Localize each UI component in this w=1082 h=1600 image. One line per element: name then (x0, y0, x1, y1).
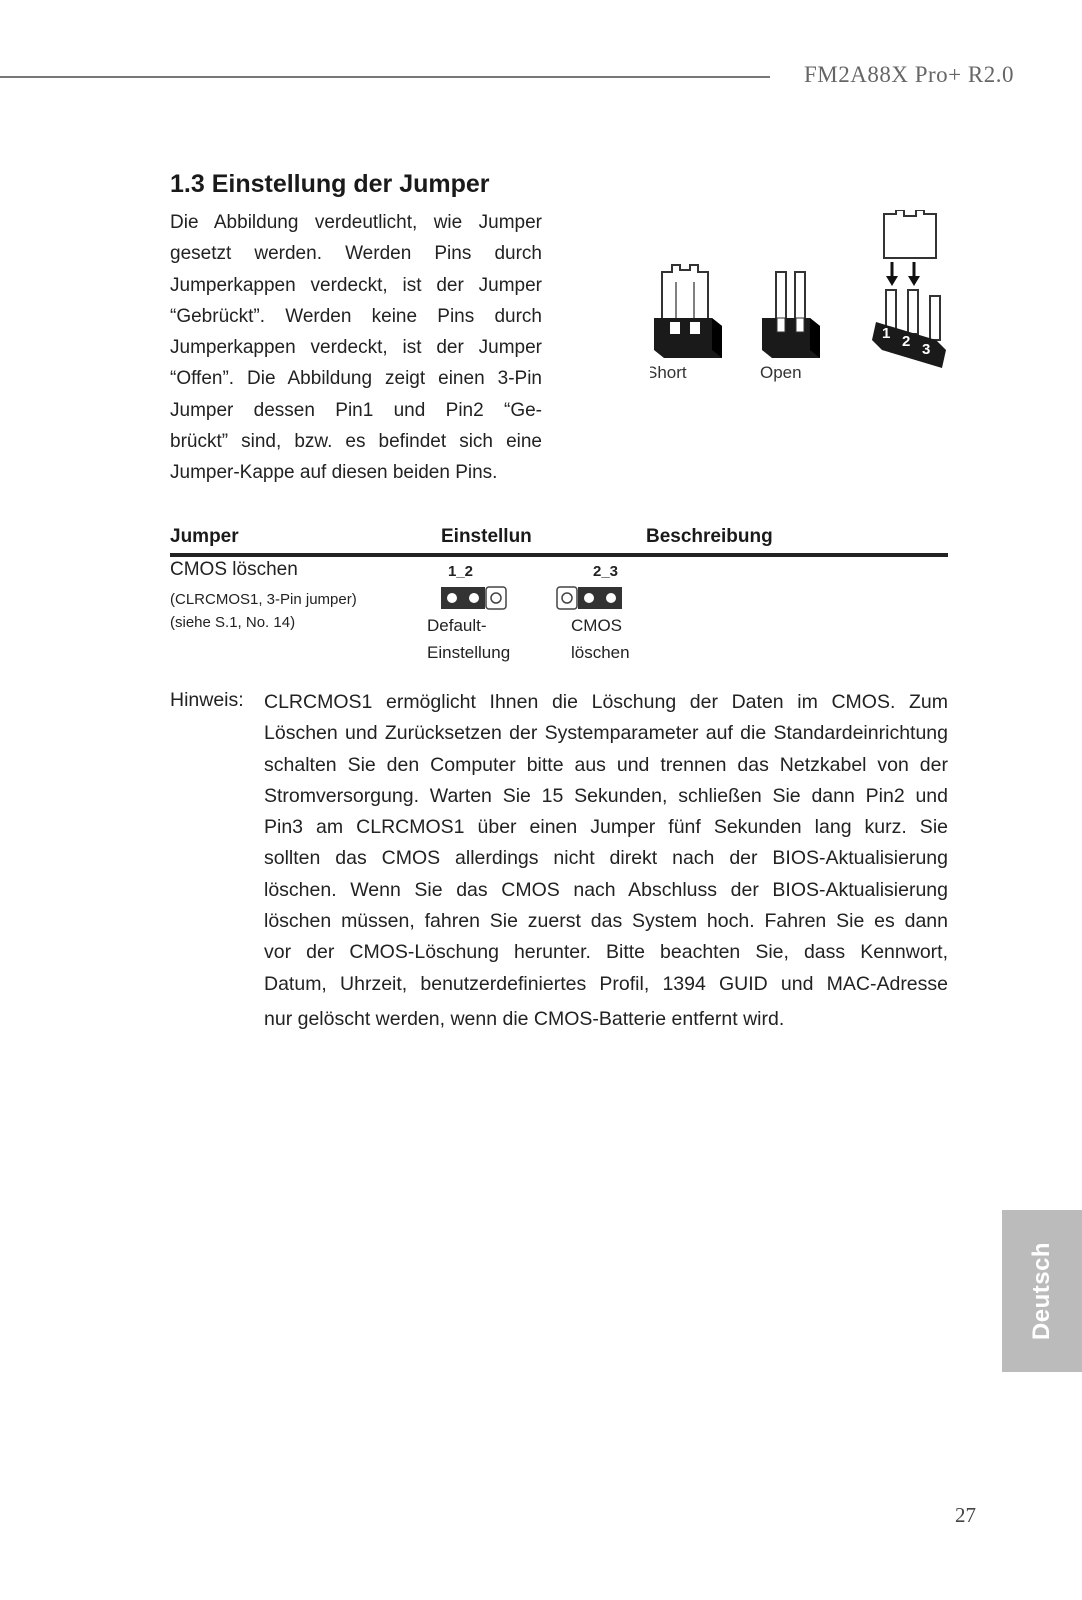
note-line: vor der CMOS-Löschung herunter. Bitte beachten Sie, dass Kennwort, (264, 941, 948, 964)
intro-line: “Gebrückt”. Werden keine Pins durch (170, 305, 542, 327)
table-header-rule (170, 553, 948, 557)
section-title: 1.3 Einstellung der Jumper (170, 170, 490, 198)
table-header-description: Beschreibung (646, 526, 773, 547)
open-label: Open (760, 363, 802, 382)
note-line: löschen. Wenn Sie das CMOS nach Abschluss der BIOS-Aktualisierung (264, 878, 948, 901)
note-line: Pin3 am CLRCMOS1 über einen Jumper fünf Sekunden lang kurz. Sie (264, 816, 948, 839)
setting-clear-diagram (555, 586, 623, 610)
jumper-reference: (siehe S.1, No. 14) (170, 614, 296, 631)
setting-default-caption-line2: Einstellung (427, 643, 511, 662)
jumper-illustration-svg (650, 210, 980, 400)
three-pin-jumper-icon (872, 210, 946, 368)
note-line: Datum, Uhrzeit, benutzerdefiniertes Profil, 1394 GUID und MAC-Adresse (264, 972, 948, 995)
jumper-illustration (650, 210, 980, 400)
setting-clear-caption-line2: löschen (571, 643, 630, 662)
note-line: schalten Sie den Computer bitte aus und trennen das Netzkabel von der (264, 753, 948, 776)
language-side-tab (1002, 1210, 1082, 1372)
pin-number-3: 3 (922, 341, 931, 358)
intro-line: gesetzt werden. Werden Pins durch (170, 243, 542, 265)
pin-number-1: 1 (882, 325, 891, 342)
note-line: Stromversorgung. Warten Sie 15 Sekunden, schließen Sie dann Pin2 und (264, 784, 948, 807)
table-header-jumper: Jumper (170, 526, 239, 547)
intro-line: brückt” sind, bzw. es befindet sich eine (170, 431, 542, 453)
intro-line: Jumperkappen verdeckt, ist der Jumper (170, 274, 542, 296)
setting-default-pins: 1_2 (448, 563, 474, 580)
setting-default-diagram (440, 586, 508, 610)
intro-paragraph (170, 207, 542, 489)
short-jumper-icon (654, 265, 722, 358)
setting-default-caption-line1: Default- (427, 616, 487, 635)
language-side-tab-label: Deutsch (1028, 1241, 1055, 1341)
jumper-detail: (CLRCMOS1, 3-Pin jumper) (170, 591, 357, 608)
intro-line: Jumper dessen Pin1 und Pin2 “Ge- (170, 399, 542, 421)
setting-default-caption (427, 612, 510, 666)
header-rule (0, 76, 770, 78)
note-label: Hinweis: (170, 689, 244, 711)
intro-line: “Offen”. Die Abbildung zeigt einen 3-Pin (170, 368, 542, 390)
intro-line: Jumperkappen verdeckt, ist der Jumper (170, 337, 542, 359)
pin-number-2: 2 (902, 333, 911, 350)
setting-clear-pins: 2_3 (593, 563, 619, 580)
open-jumper-icon (762, 272, 820, 358)
note-line: Löschen und Zurücksetzen der Systemparameter auf die Standardeinrichtung (264, 722, 948, 745)
note-line: nur gelöscht werden, wenn die CMOS-Batterie entfernt wird. (264, 1007, 785, 1030)
intro-line: Die Abbildung verdeutlicht, wie Jumper (170, 212, 542, 233)
table-header-setting: Einstellun (441, 526, 532, 547)
setting-clear-caption (571, 612, 630, 666)
page-number: 27 (955, 1503, 976, 1527)
note-line: CLRCMOS1 ermöglicht Ihnen die Löschung der Daten im CMOS. Zum (264, 691, 948, 713)
header-model-title: FM2A88X Pro+ R2.0 (804, 62, 1014, 87)
setting-clear-caption-line1: CMOS (571, 616, 622, 635)
note-line: sollten das CMOS allerdings nicht direkt nach der BIOS-Aktualisierung (264, 847, 948, 870)
note-line: löschen müssen, fahren Sie zuerst das System hoch. Fahren Sie es dann (264, 910, 948, 933)
short-label: Short (650, 363, 687, 382)
intro-line: Jumper-Kappe auf diesen beiden Pins. (170, 462, 498, 484)
note-paragraph (264, 687, 948, 1035)
jumper-name: CMOS löschen (170, 559, 298, 580)
